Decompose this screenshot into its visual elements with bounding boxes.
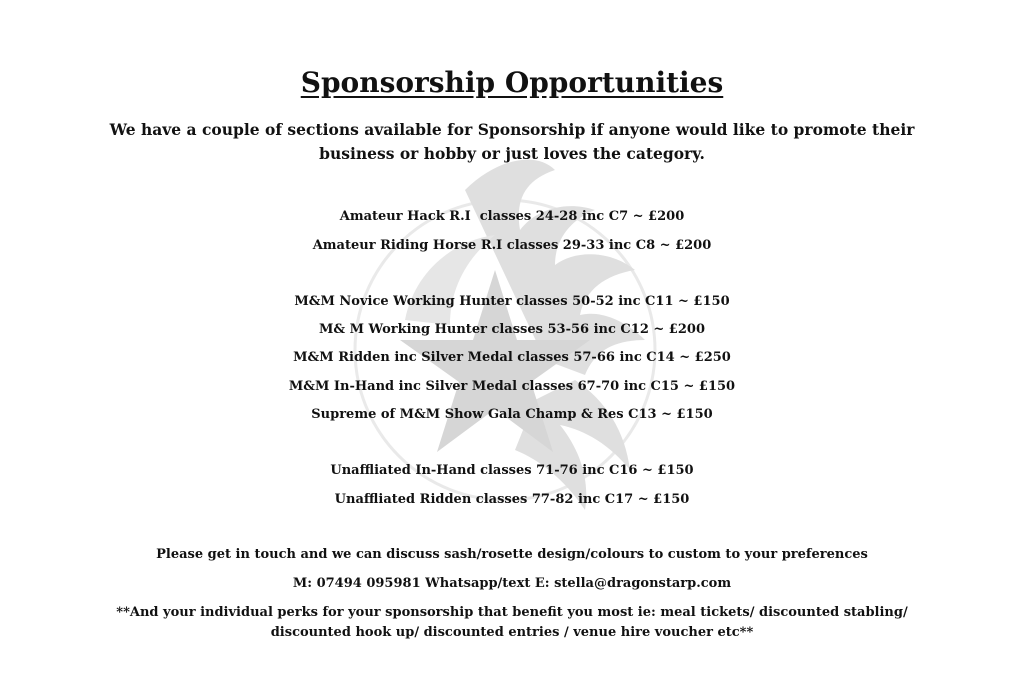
design-note: Please get in touch and we can discuss sash/rosette design/colours to custom to your preferences bbox=[156, 547, 868, 562]
sponsorship-item: M&M Ridden inc Silver Medal classes 57-66 inc C14 ~ £250 bbox=[293, 350, 731, 365]
page-title: Sponsorship Opportunities bbox=[300, 66, 724, 99]
sponsorship-item: Amateur Hack R.I classes 24-28 inc C7 ~ £200 bbox=[339, 209, 685, 224]
sponsorship-item: Supreme of M&M Show Gala Champ & Res C13 ~ £150 bbox=[311, 407, 713, 422]
sponsorship-item: M&M In-Hand inc Silver Medal classes 67-70 inc C15 ~ £150 bbox=[288, 379, 736, 394]
sponsorship-item: Amateur Riding Horse R.I classes 29-33 inc C8 ~ £200 bbox=[312, 238, 712, 253]
sponsorship-item: Unaffliated In-Hand classes 71-76 inc C16 ~ £150 bbox=[330, 463, 694, 478]
sponsorship-item: M&M Novice Working Hunter classes 50-52 inc C11 ~ £150 bbox=[294, 294, 730, 309]
sponsorship-item: Unaffliated Ridden classes 77-82 inc C17 ~ £150 bbox=[334, 492, 690, 507]
perks-note: **And your individual perks for your sponsorship that benefit you most ie: meal tickets/ discounted stabling/ discounted hook up/ discounted entries / venue hire voucher etc** bbox=[116, 605, 908, 640]
intro-text: We have a couple of sections available for Sponsorship if anyone would like to promote their business or hobby or just loves the category. bbox=[109, 120, 915, 163]
contact-details: M: 07494 095981 Whatsapp/text E: stella@dragonstarp.com bbox=[292, 576, 732, 591]
sponsorship-item: M& M Working Hunter classes 53-56 inc C12 ~ £200 bbox=[318, 322, 705, 337]
